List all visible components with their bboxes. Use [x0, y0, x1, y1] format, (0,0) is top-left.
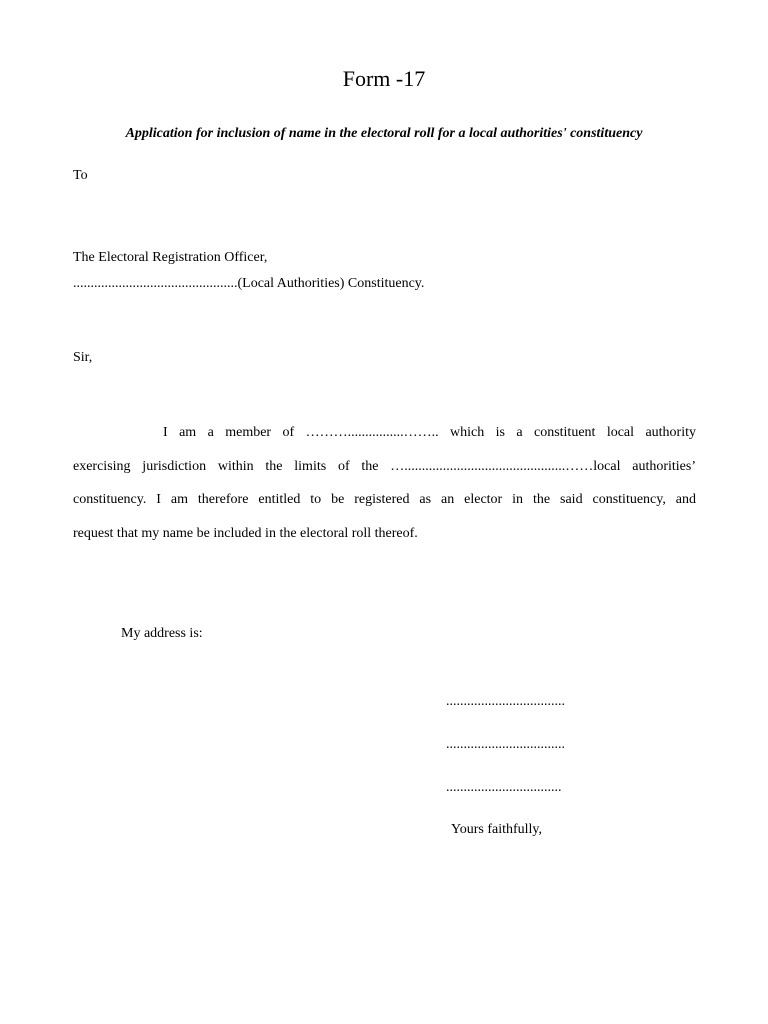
form-subtitle: Application for inclusion of name in the electoral roll for a local authorities' constituency [125, 126, 643, 141]
body-line: request that my name be included in the electoral roll thereof. [73, 525, 418, 541]
officer-line: The Electoral Registration Officer, [73, 250, 268, 265]
to-label: To [73, 168, 88, 183]
address-line: .................................. [446, 737, 565, 752]
body-line: I am a member of ………................…….. which is a constituent local authority [163, 425, 696, 440]
constituency-line: ...............................................(Local Authorities) Constituency. [73, 276, 425, 291]
address-line: ................................. [446, 780, 562, 795]
body-line: constituency. I am therefore entitled to be registered as an elector in the said constituency, and [73, 492, 696, 507]
address-label: My address is: [121, 626, 203, 641]
salutation: Sir, [73, 350, 93, 365]
body-line: exercising jurisdiction within the limits of the …..............................................……local authorities’ [73, 458, 696, 474]
page-title: Form -17 [342, 66, 426, 91]
closing: Yours faithfully, [451, 822, 543, 837]
address-line: .................................. [446, 694, 565, 709]
body-paragraph [73, 416, 696, 550]
